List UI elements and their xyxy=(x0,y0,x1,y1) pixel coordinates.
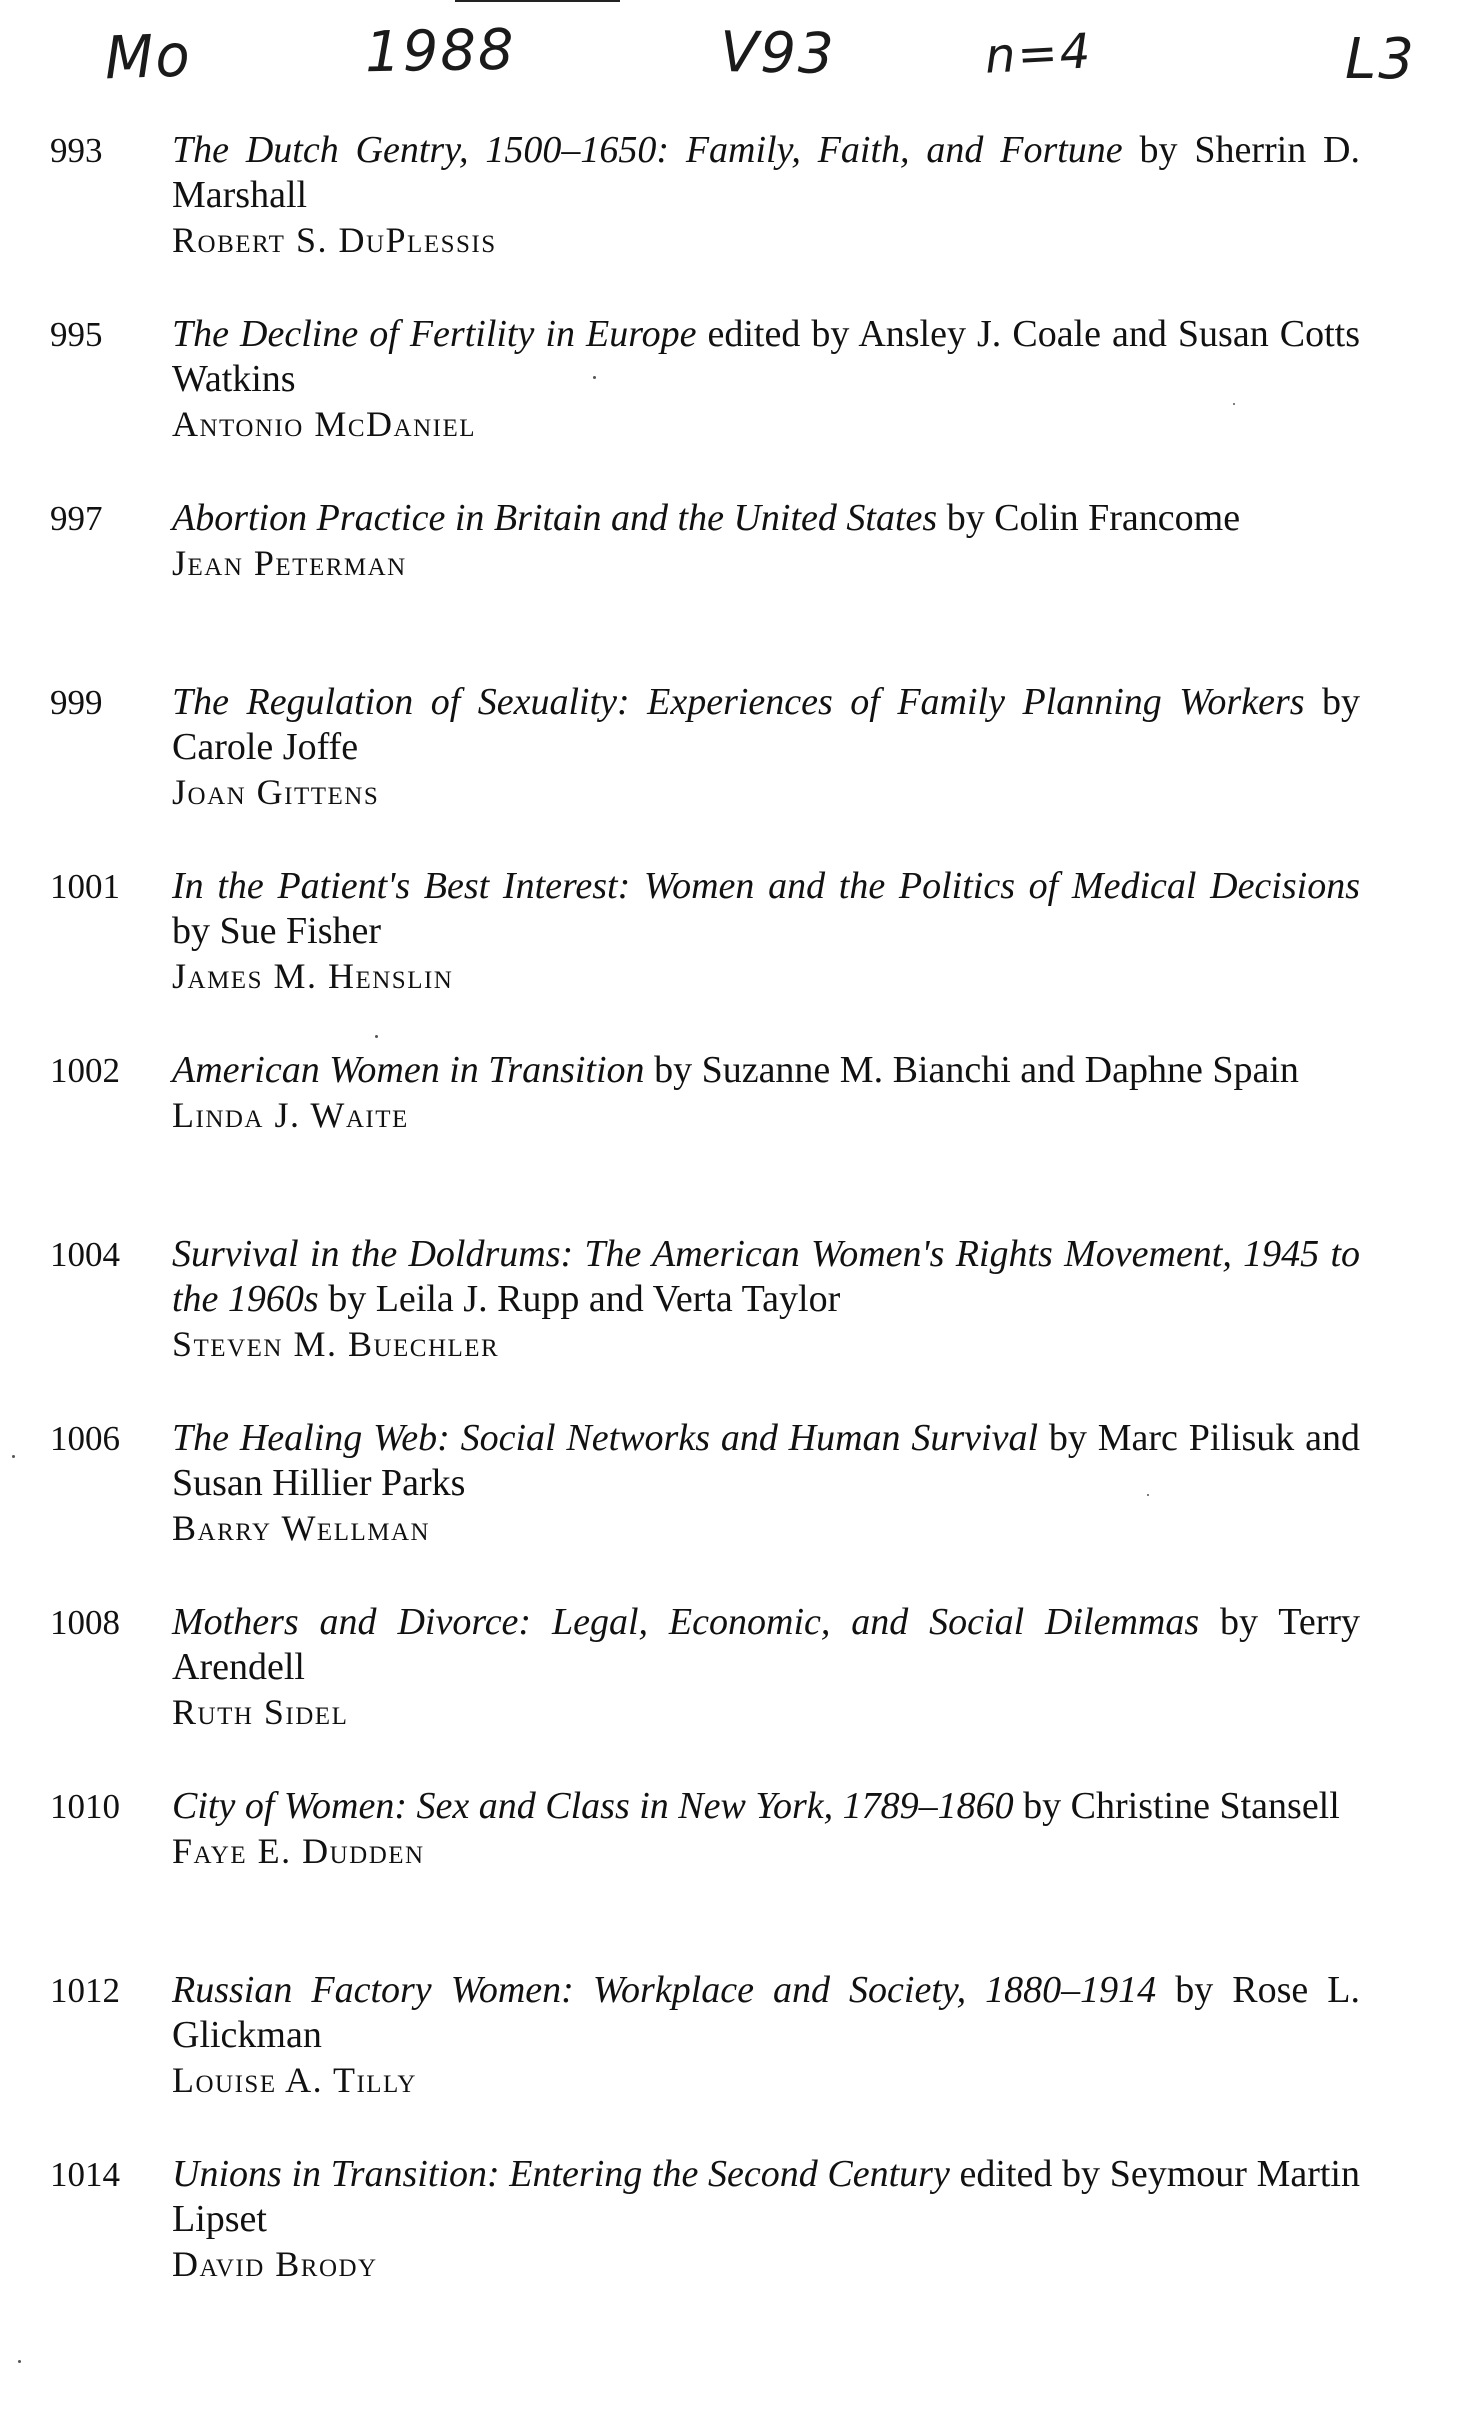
review-body xyxy=(172,680,1360,815)
book-title: Survival in the Doldrums: The American Women's Rights Movement, 1945 to the 1960s xyxy=(172,1233,1360,1320)
book-title: Russian Factory Women: Workplace and Society, 1880–1914 xyxy=(172,1969,1157,2011)
book-title: City of Women: Sex and Class in New York, 1789–1860 xyxy=(172,1785,1014,1827)
book-citation xyxy=(172,312,1360,402)
reviewer-name: Antonio McDaniel xyxy=(172,404,477,444)
page-number: 997 xyxy=(50,499,103,538)
review-entry xyxy=(50,680,1360,864)
book-citation xyxy=(172,680,1360,770)
review-entry xyxy=(50,1968,1360,2152)
handwritten-note: V93 xyxy=(719,19,837,88)
handwritten-note: Mo xyxy=(103,21,193,94)
book-title: The Healing Web: Social Networks and Human Survival xyxy=(172,1417,1039,1459)
book-review-list xyxy=(50,128,1360,2336)
review-entry xyxy=(50,1048,1360,1232)
review-body xyxy=(172,2152,1360,2287)
book-author-credit: by Suzanne M. Bianchi and Daphne Spain xyxy=(644,1049,1299,1091)
scan-speck xyxy=(593,376,596,379)
reviewer-name: Linda J. Waite xyxy=(172,1095,409,1135)
review-body xyxy=(172,1600,1360,1735)
book-citation xyxy=(172,1968,1360,2058)
book-title: The Dutch Gentry, 1500–1650: Family, Faith, and Fortune xyxy=(172,129,1123,171)
review-body xyxy=(172,1784,1360,1874)
book-author-credit: edited by Seymour Martin Lipset xyxy=(172,2153,1360,2240)
handwritten-note: 1988 xyxy=(364,17,517,86)
review-body xyxy=(172,1048,1360,1138)
page-number: 993 xyxy=(50,131,103,170)
book-author-credit: by Rose L. Glickman xyxy=(172,1969,1360,2056)
page-number: 995 xyxy=(50,315,103,354)
book-author-credit: by Colin Francome xyxy=(937,497,1241,539)
book-citation xyxy=(172,864,1360,954)
scan-speck xyxy=(12,1455,15,1458)
page-number: 1004 xyxy=(50,1235,120,1274)
book-title: The Decline of Fertility in Europe xyxy=(172,313,697,355)
reviewer-name: Jean Peterman xyxy=(172,543,407,583)
reviewer-name: Barry Wellman xyxy=(172,1508,431,1548)
reviewer-name: Faye E. Dudden xyxy=(172,1831,425,1871)
book-title: Unions in Transition: Entering the Second Century xyxy=(172,2153,950,2195)
book-author-credit: edited by Ansley J. Coale and Susan Cotts Watkins xyxy=(172,313,1361,400)
review-body xyxy=(172,864,1360,999)
book-title: The Regulation of Sexuality: Experiences of Family Planning Workers xyxy=(172,681,1305,723)
page-number: 1001 xyxy=(50,867,120,906)
book-title: Mothers and Divorce: Legal, Economic, and Social Dilemmas xyxy=(172,1601,1200,1643)
review-body xyxy=(172,1968,1360,2103)
page-number: 1012 xyxy=(50,1971,120,2010)
review-body xyxy=(172,128,1360,263)
page-number: 1008 xyxy=(50,1603,120,1642)
book-title: Abortion Practice in Britain and the United States xyxy=(172,497,938,539)
scan-speck xyxy=(1147,1494,1149,1496)
handwritten-annotation xyxy=(103,17,1445,100)
book-citation xyxy=(172,1416,1360,1506)
reviewer-name: Robert S. DuPlessis xyxy=(172,220,497,260)
book-title: American Women in Transition xyxy=(172,1049,645,1091)
book-title: In the Patient's Best Interest: Women and the Politics of Medical Decisions xyxy=(172,865,1360,907)
review-body xyxy=(172,1416,1360,1551)
review-entry xyxy=(50,1232,1360,1416)
page-number: 1014 xyxy=(50,2155,120,2194)
reviewer-name: Steven M. Buechler xyxy=(172,1324,500,1364)
top-rule xyxy=(455,0,620,2)
page-number: 999 xyxy=(50,683,103,722)
book-author-credit: by Terry Arendell xyxy=(172,1601,1360,1688)
book-citation xyxy=(172,496,1360,541)
reviewer-name: Louise A. Tilly xyxy=(172,2060,417,2100)
book-citation xyxy=(172,128,1360,218)
review-entry xyxy=(50,1416,1360,1600)
review-body xyxy=(172,312,1360,447)
handwritten-note: n=4 xyxy=(983,23,1094,85)
review-entry xyxy=(50,496,1360,680)
page-number: 1010 xyxy=(50,1787,120,1826)
book-citation xyxy=(172,2152,1360,2242)
scan-speck xyxy=(375,1035,378,1038)
book-author-credit: by Christine Stansell xyxy=(1013,1785,1340,1827)
book-author-credit: by Marc Pilisuk and Susan Hillier Parks xyxy=(172,1417,1361,1504)
review-entry xyxy=(50,312,1360,496)
scan-speck xyxy=(18,2360,21,2363)
reviewer-name: David Brody xyxy=(172,2244,378,2284)
page-number: 1002 xyxy=(50,1051,120,1090)
review-body xyxy=(172,496,1360,586)
reviewer-name: James M. Henslin xyxy=(172,956,454,996)
book-citation xyxy=(172,1784,1360,1829)
reviewer-name: Ruth Sidel xyxy=(172,1692,349,1732)
review-body xyxy=(172,1232,1360,1367)
page-number: 1006 xyxy=(50,1419,120,1458)
book-author-credit: by Sue Fisher xyxy=(172,910,381,952)
review-entry xyxy=(50,1600,1360,1784)
review-entry xyxy=(50,1784,1360,1968)
book-author-credit: by Leila J. Rupp and Verta Taylor xyxy=(318,1278,841,1320)
handwritten-note: L3 xyxy=(1345,27,1416,92)
review-entry xyxy=(50,2152,1360,2336)
book-citation xyxy=(172,1600,1360,1690)
book-citation xyxy=(172,1232,1360,1322)
book-author-credit: by Carole Joffe xyxy=(172,681,1360,768)
book-author-credit: by Sherrin D. Marshall xyxy=(172,129,1361,216)
review-entry xyxy=(50,864,1360,1048)
scan-speck xyxy=(1233,403,1235,405)
book-citation xyxy=(172,1048,1360,1093)
review-entry xyxy=(50,128,1360,312)
reviewer-name: Joan Gittens xyxy=(172,772,380,812)
